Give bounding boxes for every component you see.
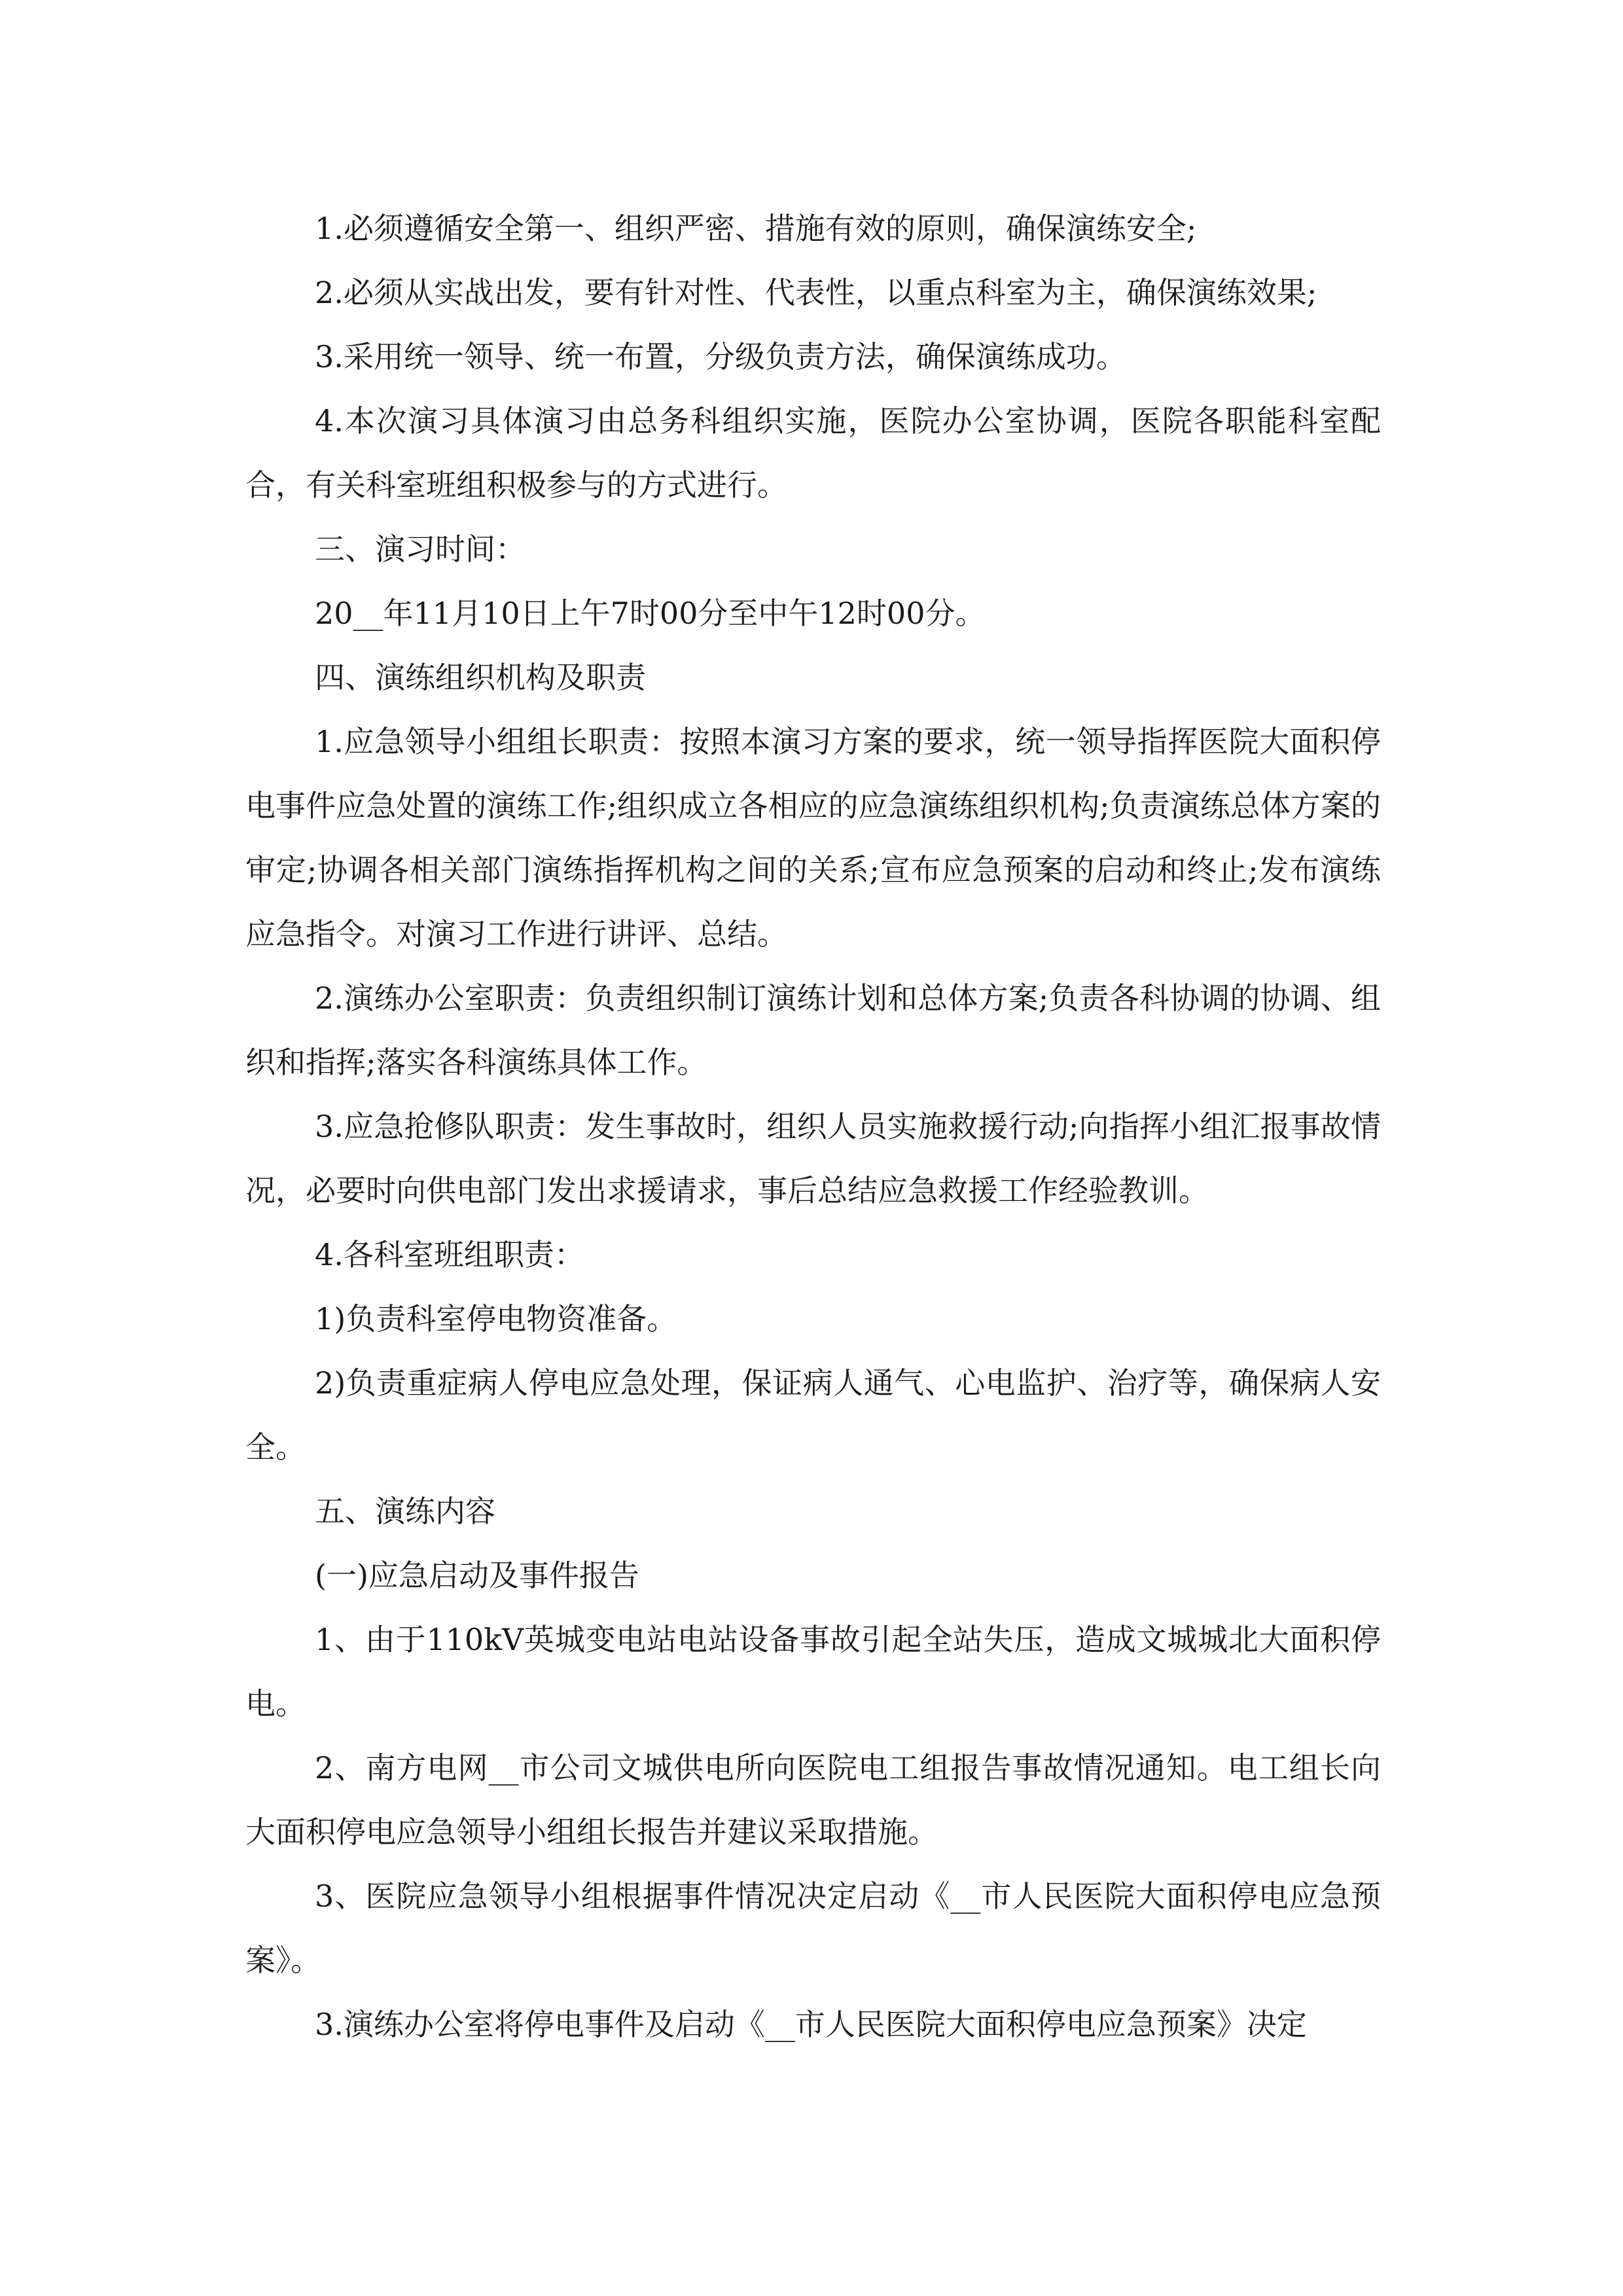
document-body <box>245 196 1381 2056</box>
section-heading: 三、演习时间： <box>315 531 526 567</box>
paragraph: 1.应急领导小组组长职责：按照本演习方案的要求，统一领导指挥医院大面积停电事件应急处置的演练工作;组织成立各相应的应急演练组织机构;负责演练总体方案的审定;协调各相关部门演练指挥机构之间的关系;宣布应急预案的启动和终止;发布演练应急指令。对演习工作进行讲评、总结。 <box>245 724 1381 952</box>
section-heading: 五、演练内容 <box>315 1494 495 1529</box>
paragraph: 20__年11月10日上午7时00分至中午12时00分。 <box>315 596 986 631</box>
paragraph: 1、由于110kV英城变电站电站设备事故引起全站失压，造成文城城北大面积停电。 <box>245 1622 1381 1721</box>
paragraph: 2)负责重症病人停电应急处理，保证病人通气、心电监护、治疗等，确保病人安全。 <box>245 1365 1381 1465</box>
paragraph: 4.本次演习具体演习由总务科组织实施，医院办公室协调，医院各职能科室配合，有关科室班组积极参与的方式进行。 <box>245 403 1381 503</box>
paragraph: 2、南方电网__市公司文城供电所向医院电工组报告事故情况通知。电工组长向大面积停电应急领导小组组长报告并建议采取措施。 <box>245 1750 1381 1850</box>
paragraph: 1)负责科室停电物资准备。 <box>315 1301 677 1336</box>
paragraph: 4.各科室班组职责： <box>315 1237 584 1272</box>
section-heading: 四、演练组织机构及职责 <box>315 660 646 695</box>
paragraph: 2.必须从实战出发，要有针对性、代表性，以重点科室为主，确保演练效果; <box>315 275 1317 310</box>
subsection-heading: (一)应急启动及事件报告 <box>315 1558 639 1593</box>
paragraph: 3.采用统一领导、统一布置，分级负责方法，确保演练成功。 <box>315 339 1126 374</box>
paragraph: 2.演练办公室职责：负责组织制订演练计划和总体方案;负责各科协调的协调、组织和指挥;落实各科演练具体工作。 <box>245 980 1381 1080</box>
paragraph: 3.应急抢修队职责：发生事故时，组织人员实施救援行动;向指挥小组汇报事故情况，必要时向供电部门发出求援请求，事后总结应急救援工作经验教训。 <box>245 1109 1381 1208</box>
paragraph: 3、医院应急领导小组根据事件情况决定启动《__市人民医院大面积停电应急预案》。 <box>245 1878 1381 1978</box>
paragraph: 3.演练办公室将停电事件及启动《__市人民医院大面积停电应急预案》决定 <box>315 2007 1307 2042</box>
paragraph: 1.必须遵循安全第一、组织严密、措施有效的原则，确保演练安全; <box>315 211 1197 246</box>
